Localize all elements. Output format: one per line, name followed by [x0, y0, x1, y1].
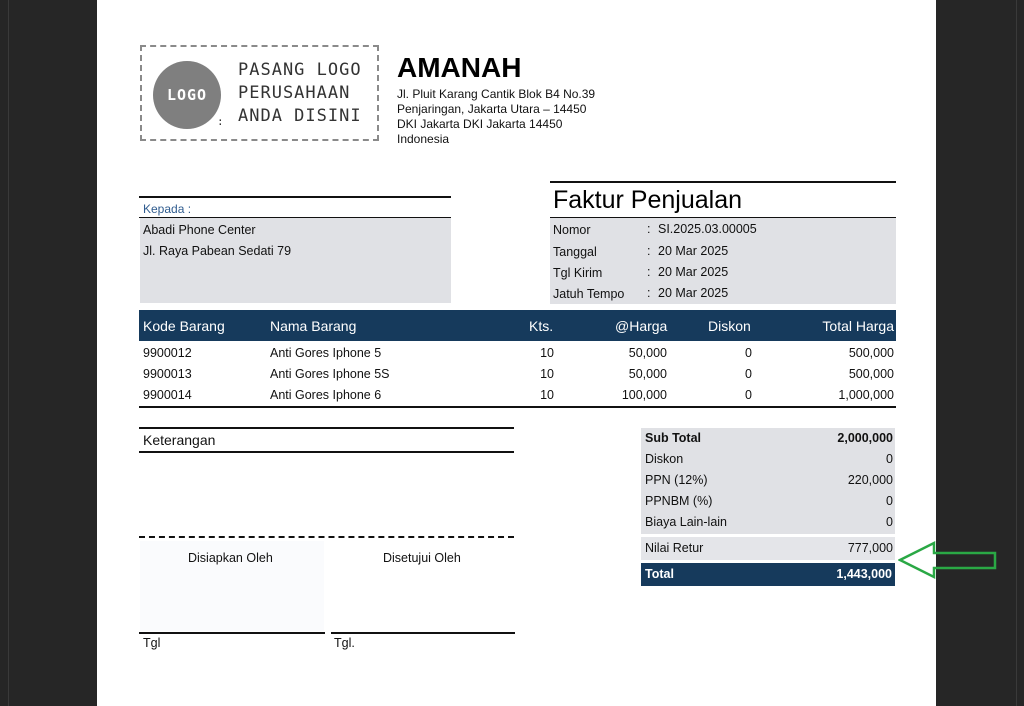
grand-total-row	[641, 563, 895, 586]
ppnbm-row	[641, 491, 895, 512]
company-address-line: Penjaringan, Jakarta Utara – 14450	[397, 102, 587, 116]
item-discount: 0	[745, 346, 752, 360]
invoice-field-colon: :	[647, 286, 651, 300]
invoice-date: 20 Mar 2025	[658, 244, 729, 258]
ppnbm-value: 0	[886, 494, 893, 508]
company-name: AMANAH	[397, 52, 522, 83]
column-header-total: Total Harga	[822, 318, 894, 334]
item-name: Anti Gores Iphone 6	[270, 388, 382, 402]
invoice-field-label: Tanggal	[553, 245, 597, 259]
subtotal-row	[641, 428, 895, 449]
item-qty: 10	[540, 367, 554, 381]
ppn-value: 220,000	[847, 473, 893, 487]
ppn-row	[641, 470, 895, 491]
invoice-field-colon: :	[647, 244, 651, 258]
customer-name: Abadi Phone Center	[143, 223, 256, 237]
viewer-left-margin	[0, 0, 97, 706]
column-header-harga: @Harga	[615, 318, 668, 334]
notes-top-rule	[139, 427, 514, 429]
return-value-label: Nilai Retur	[645, 541, 704, 555]
invoice-ship-date: 20 Mar 2025	[658, 265, 729, 279]
viewer-right-margin	[936, 0, 1024, 706]
column-header-kts: Kts.	[529, 318, 554, 334]
customer-top-rule	[139, 196, 451, 198]
discount-label: Diskon	[645, 452, 684, 466]
date-label-prepared: Tgl	[143, 636, 161, 650]
item-price: 100,000	[621, 388, 667, 402]
logo-circle: LOGO	[153, 61, 221, 129]
invoice-field-label: Tgl Kirim	[553, 266, 603, 280]
other-fees-label: Biaya Lain-lain	[645, 515, 727, 529]
invoice-title: Faktur Penjualan	[553, 186, 743, 214]
other-fees-value: 0	[886, 515, 893, 529]
item-price: 50,000	[628, 346, 667, 360]
item-total: 500,000	[848, 346, 894, 360]
invoice-field-label: Nomor	[553, 223, 591, 237]
item-qty: 10	[540, 346, 554, 360]
invoice-field-colon: :	[647, 265, 651, 279]
notes-label: Keterangan	[143, 432, 216, 448]
return-value: 777,000	[847, 541, 893, 555]
discount-value: 0	[886, 452, 893, 466]
column-header-nama: Nama Barang	[270, 318, 357, 334]
logo-placeholder	[140, 45, 379, 141]
item-code: 9900012	[143, 346, 192, 360]
invoice-number: SI.2025.03.00005	[658, 222, 757, 236]
items-table-header	[139, 310, 896, 341]
column-header-kode: Kode Barang	[143, 318, 225, 334]
invoice-field-colon: :	[647, 222, 651, 236]
item-code: 9900013	[143, 367, 192, 381]
signature-line-approved	[331, 632, 515, 634]
logo-line: PERUSAHAAN	[238, 83, 351, 103]
logo-placeholder-text	[238, 59, 362, 128]
item-name: Anti Gores Iphone 5S	[270, 367, 390, 381]
prepared-by-label: Disiapkan Oleh	[188, 551, 273, 565]
item-total: 1,000,000	[838, 388, 894, 402]
invoice-due-date: 20 Mar 2025	[658, 286, 729, 300]
item-discount: 0	[745, 367, 752, 381]
kepada-label: Kepada :	[143, 202, 192, 216]
company-address-line: DKI Jakarta DKI Jakarta 14450	[397, 117, 563, 131]
item-discount: 0	[745, 388, 752, 402]
company-address-line: Jl. Pluit Karang Cantik Blok B4 No.39	[397, 87, 596, 101]
subtotal-value: 2,000,000	[837, 431, 893, 445]
company-address-line: Indonesia	[397, 132, 450, 146]
date-label-approved: Tgl.	[334, 636, 355, 650]
return-value-row	[641, 537, 895, 560]
invoice-top-rule	[550, 181, 896, 183]
signature-dashed-rule	[139, 536, 514, 538]
ppn-label: PPN (12%)	[645, 473, 708, 487]
grand-total-value: 1,443,000	[836, 567, 892, 581]
signature-line-prepared	[139, 632, 325, 634]
items-bottom-rule	[139, 406, 896, 408]
subtotal-label: Sub Total	[645, 431, 702, 445]
logo-line: ANDA DISINI	[238, 106, 362, 126]
totals-box	[641, 428, 895, 534]
customer-address: Jl. Raya Pabean Sedati 79	[143, 244, 292, 258]
item-qty: 10	[540, 388, 554, 402]
other-fees-row	[641, 512, 895, 533]
customer-box	[140, 218, 451, 303]
item-code: 9900014	[143, 388, 192, 402]
column-header-diskon: Diskon	[708, 318, 751, 334]
notes-label-rule	[139, 451, 514, 453]
logo-colon: :	[217, 115, 224, 128]
arrow-left-outline-icon	[898, 540, 1000, 580]
invoice-info-box	[550, 218, 896, 304]
grand-total-label: Total	[645, 567, 674, 581]
item-name: Anti Gores Iphone 5	[270, 346, 382, 360]
invoice-field-label: Jatuh Tempo	[553, 287, 625, 301]
ppnbm-label: PPNBM (%)	[645, 494, 713, 508]
discount-row	[641, 449, 895, 470]
approved-by-label: Disetujui Oleh	[383, 551, 461, 565]
item-price: 50,000	[628, 367, 667, 381]
logo-line: PASANG LOGO	[238, 60, 362, 80]
item-total: 500,000	[848, 367, 894, 381]
